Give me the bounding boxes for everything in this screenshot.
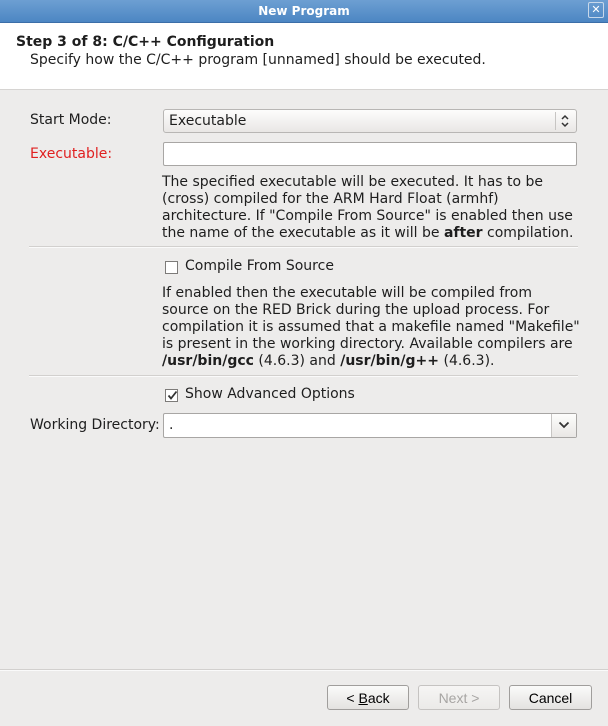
divider (29, 375, 578, 377)
step-subtitle: Specify how the C/C++ program [unnamed] should be executed. (30, 52, 486, 68)
working-directory-dropdown-button[interactable] (551, 414, 576, 437)
back-button[interactable]: < Back (327, 685, 409, 710)
working-directory-value[interactable]: . (169, 417, 174, 433)
executable-input[interactable] (163, 142, 577, 166)
window-titlebar[interactable] (0, 0, 608, 23)
wizard-header (0, 23, 608, 90)
checkmark-icon (167, 390, 178, 401)
window-title: New Program (258, 4, 350, 18)
cancel-button[interactable]: Cancel (509, 685, 592, 710)
close-icon[interactable]: ✕ (588, 2, 604, 18)
executable-label: Executable: (30, 146, 113, 162)
updown-arrows-icon (555, 112, 574, 130)
compile-from-source-checkbox[interactable] (165, 261, 178, 274)
divider (29, 246, 578, 248)
start-mode-value: Executable (169, 113, 247, 129)
executable-help: The specified executable will be executed. It has to be (cross) compiled for the ARM Hard Float (armhf) architecture. If "Compile From Source" is enabled then use the name of the executable as it will be after compilation. (162, 174, 574, 241)
start-mode-label: Start Mode: (30, 112, 112, 128)
working-directory-label: Working Directory: (30, 417, 160, 433)
show-advanced-checkbox[interactable] (165, 389, 178, 402)
start-mode-select[interactable] (163, 109, 577, 133)
step-title: Step 3 of 8: C/C++ Configuration (16, 34, 275, 50)
chevron-down-icon (558, 421, 570, 429)
compile-from-source-label[interactable]: Compile From Source (185, 258, 334, 274)
compile-help: If enabled then the executable will be compiled from source on the RED Brick during the upload process. For compilation it is assumed that a makefile named "Makefile" is present in the working directory. Available compilers are /usr/bin/gcc (4.6.3) and /usr/bin/g++ (4.6.3). (162, 285, 580, 369)
button-bar-divider (0, 669, 608, 671)
next-button[interactable]: Next > (418, 685, 500, 710)
show-advanced-label[interactable]: Show Advanced Options (185, 386, 355, 402)
working-directory-combobox[interactable] (163, 413, 577, 438)
